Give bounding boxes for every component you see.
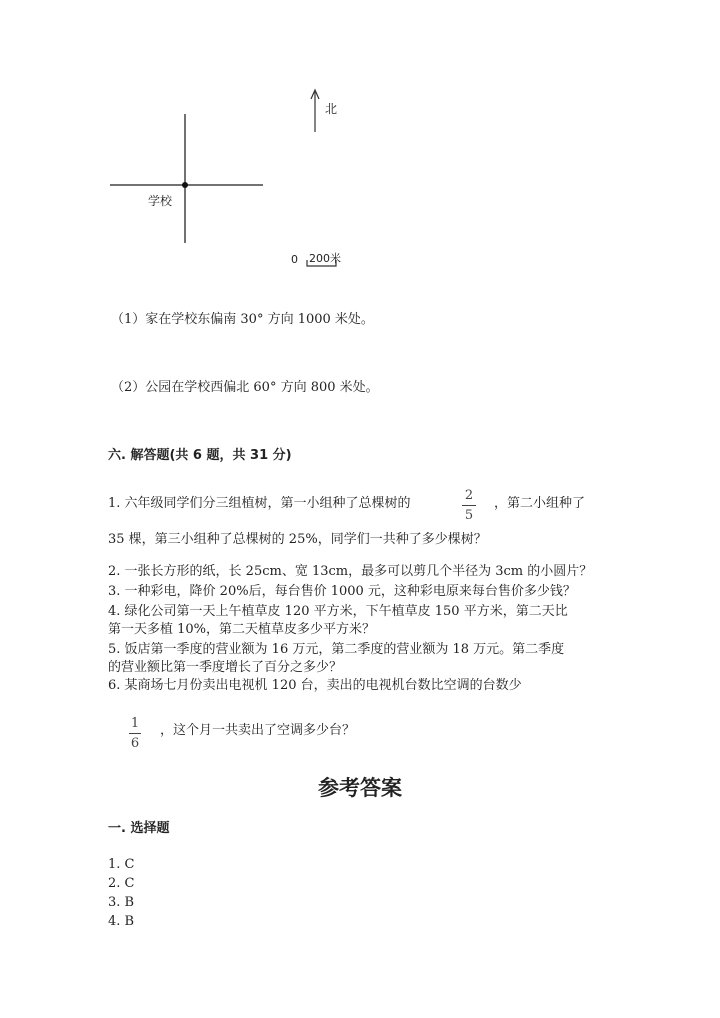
problem-1-line-2: 35 棵，第三小组种了总棵树的 25%，同学们一共种了多少棵树？ xyxy=(108,532,487,547)
answer-item: 3. B xyxy=(108,895,135,910)
problem-2-text: 2. 一张长方形的纸，长 25cm、宽 13cm，最多可以剪几个半径为 3cm 的小圆片？ xyxy=(108,564,593,579)
fraction-numerator: 2 xyxy=(464,488,474,503)
answers-title: 参考答案 xyxy=(318,776,402,800)
fraction-numerator: 1 xyxy=(130,716,140,731)
scale-distance-label: 200米 xyxy=(309,252,341,265)
fraction-one-sixth xyxy=(129,716,141,751)
school-point xyxy=(182,182,188,188)
answer-item: 2. C xyxy=(108,876,135,891)
problem-5-line-2: 的营业额比第一季度增长了百分之多少？ xyxy=(108,660,343,675)
question-1-text: （1）家在学校东偏南 30° 方向 1000 米处。 xyxy=(111,312,374,327)
scale-zero-label: 0 xyxy=(291,253,298,266)
problem-1-text-after: ，第二小组种了 xyxy=(494,496,586,511)
answer-item: 4. B xyxy=(108,914,135,929)
problem-1-text-before: 1. 六年级同学们分三组植树，第一小组种了总棵树的 xyxy=(108,496,411,511)
answer-item: 1. C xyxy=(108,857,135,872)
problem-3-text: 3. 一种彩电，降价 20%后，每台售价 1000 元，这种彩电原来每台售价多少钱？ xyxy=(108,584,576,599)
problem-4-line-1: 4. 绿化公司第一天上午植草皮 120 平方米，下午植草皮 150 平方米，第二天比 xyxy=(108,604,568,619)
problem-6-line-1: 6. 某商场七月份卖出电视机 120 台，卖出的电视机台数比空调的台数少 xyxy=(108,678,522,693)
north-label: 北 xyxy=(325,102,338,116)
question-2-text: （2）公园在学校西偏北 60° 方向 800 米处。 xyxy=(111,380,379,395)
section-6-heading: 六. 解答题(共 6 题，共 31 分) xyxy=(108,448,292,463)
problem-1-line-1 xyxy=(108,495,411,513)
fraction-two-fifths xyxy=(462,488,476,523)
problem-4-line-2: 第一天多植 10%，第二天植草皮多少平方米？ xyxy=(108,622,376,637)
fraction-bar xyxy=(129,733,141,734)
fraction-denominator: 6 xyxy=(130,736,140,751)
school-label: 学校 xyxy=(148,194,173,208)
problem-6-line-2: ，这个月一共卖出了空调多少台？ xyxy=(160,723,356,738)
problem-5-line-1: 5. 饭店第一季度的营业额为 16 万元，第二季度的营业额为 18 万元。第二季度 xyxy=(108,642,565,657)
fraction-denominator: 5 xyxy=(464,508,474,523)
direction-diagram xyxy=(0,0,720,290)
answers-section-heading: 一. 选择题 xyxy=(108,821,170,836)
fraction-bar xyxy=(462,505,476,506)
